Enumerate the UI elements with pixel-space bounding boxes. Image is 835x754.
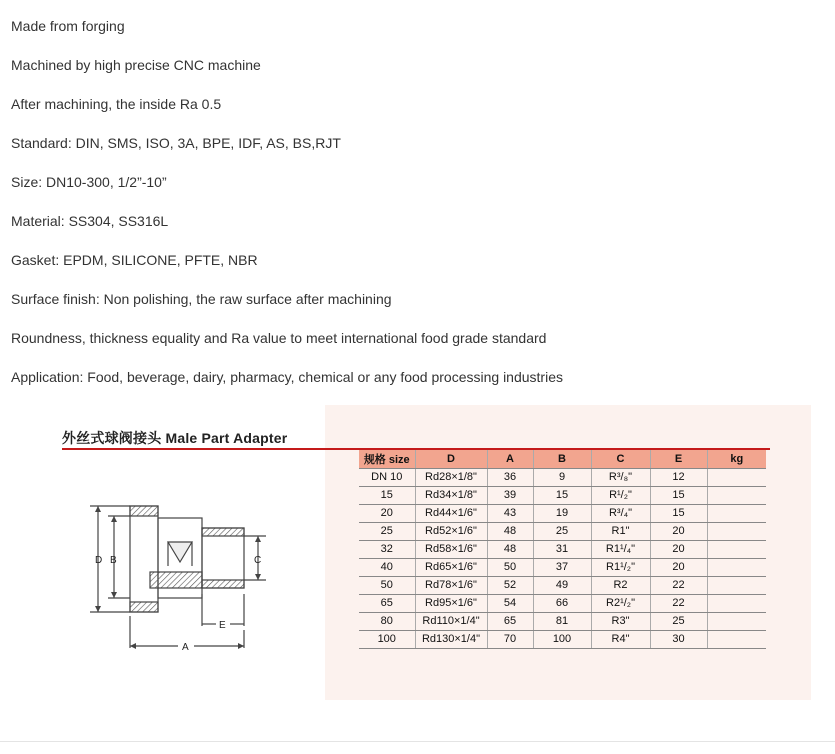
cell-b: 25 <box>533 522 591 540</box>
cell-kg <box>707 522 766 540</box>
cell-kg <box>707 486 766 504</box>
spec-machining: Machined by high precise CNC machine <box>11 57 261 73</box>
cell-b: 81 <box>533 612 591 630</box>
spec-standard: Standard: DIN, SMS, ISO, 3A, BPE, IDF, AS, BS,RJT <box>11 135 341 151</box>
cell-kg <box>707 630 766 648</box>
col-header-kg: kg <box>707 450 766 468</box>
table-header-row <box>359 450 766 468</box>
cell-d: Rd78×1/6" <box>415 576 487 594</box>
cell-kg <box>707 558 766 576</box>
cell-size: 65 <box>359 594 415 612</box>
table-row <box>359 576 766 594</box>
cell-b: 66 <box>533 594 591 612</box>
table-row <box>359 486 766 504</box>
col-header-a: A <box>487 450 533 468</box>
cell-a: 50 <box>487 558 533 576</box>
spec-list <box>11 17 811 407</box>
cell-a: 70 <box>487 630 533 648</box>
cell-e: 22 <box>650 594 707 612</box>
cell-b: 15 <box>533 486 591 504</box>
cell-e: 20 <box>650 522 707 540</box>
cell-c: R³/₈" <box>591 468 650 486</box>
cell-size: 40 <box>359 558 415 576</box>
dim-label-b: B <box>110 555 117 566</box>
table-row <box>359 504 766 522</box>
cell-size: 20 <box>359 504 415 522</box>
cell-a: 36 <box>487 468 533 486</box>
col-header-size: 规格 size <box>359 450 415 468</box>
cell-size: 80 <box>359 612 415 630</box>
cell-c: R2¹/₂" <box>591 594 650 612</box>
cell-d: Rd65×1/6" <box>415 558 487 576</box>
cell-kg <box>707 612 766 630</box>
cell-a: 54 <box>487 594 533 612</box>
cell-a: 43 <box>487 504 533 522</box>
cell-kg <box>707 468 766 486</box>
footer-divider <box>0 741 835 742</box>
cell-e: 20 <box>650 558 707 576</box>
cell-kg <box>707 540 766 558</box>
cell-kg <box>707 504 766 522</box>
cell-a: 52 <box>487 576 533 594</box>
figure-title: 外丝式球阀接头 Male Part Adapter <box>62 430 288 446</box>
cell-size: 100 <box>359 630 415 648</box>
cell-b: 9 <box>533 468 591 486</box>
cell-c: R4" <box>591 630 650 648</box>
table-row <box>359 468 766 486</box>
spec-size: Size: DN10-300, 1/2”-10” <box>11 174 167 190</box>
table-row <box>359 612 766 630</box>
cell-d: Rd28×1/8" <box>415 468 487 486</box>
dim-label-e: E <box>219 620 226 631</box>
cell-size: 50 <box>359 576 415 594</box>
cell-kg <box>707 576 766 594</box>
cell-a: 48 <box>487 540 533 558</box>
product-figure <box>0 404 835 704</box>
cell-c: R¹/₂" <box>591 486 650 504</box>
table-row <box>359 594 766 612</box>
table-row <box>359 630 766 648</box>
dim-label-d: D <box>95 555 103 566</box>
cell-b: 49 <box>533 576 591 594</box>
spec-forging: Made from forging <box>11 18 125 34</box>
col-header-b: B <box>533 450 591 468</box>
cell-b: 19 <box>533 504 591 522</box>
col-header-d: D <box>415 450 487 468</box>
cell-e: 22 <box>650 576 707 594</box>
cell-c: R1¹/₂" <box>591 558 650 576</box>
spec-surface-finish: Surface finish: Non polishing, the raw surface after machining <box>11 291 392 307</box>
cell-c: R1" <box>591 522 650 540</box>
cell-d: Rd52×1/6" <box>415 522 487 540</box>
col-header-e: E <box>650 450 707 468</box>
spec-material: Material: SS304, SS316L <box>11 213 169 229</box>
cell-d: Rd110×1/4" <box>415 612 487 630</box>
spec-roundness: Roundness, thickness equality and Ra value to meet international food grade standard <box>11 330 547 346</box>
cell-a: 39 <box>487 486 533 504</box>
cell-a: 65 <box>487 612 533 630</box>
cell-d: Rd44×1/6" <box>415 504 487 522</box>
cell-size: 25 <box>359 522 415 540</box>
cell-b: 100 <box>533 630 591 648</box>
spec-gasket: Gasket: EPDM, SILICONE, PFTE, NBR <box>11 252 258 268</box>
cell-e: 25 <box>650 612 707 630</box>
cell-c: R2 <box>591 576 650 594</box>
cell-d: Rd95×1/6" <box>415 594 487 612</box>
cell-a: 48 <box>487 522 533 540</box>
cell-c: R³/₄" <box>591 504 650 522</box>
cell-b: 31 <box>533 540 591 558</box>
table-row <box>359 540 766 558</box>
adapter-drawing <box>90 500 280 660</box>
dim-label-a: A <box>182 642 189 653</box>
dim-label-c: C <box>254 555 262 566</box>
cell-c: R1¹/₄" <box>591 540 650 558</box>
cell-kg <box>707 594 766 612</box>
cell-e: 12 <box>650 468 707 486</box>
col-header-c: C <box>591 450 650 468</box>
cell-e: 30 <box>650 630 707 648</box>
table-row <box>359 522 766 540</box>
cell-size: DN 10 <box>359 468 415 486</box>
cell-c: R3" <box>591 612 650 630</box>
cell-e: 20 <box>650 540 707 558</box>
dimension-table <box>359 450 766 649</box>
cell-e: 15 <box>650 486 707 504</box>
table-body <box>359 468 766 648</box>
cell-e: 15 <box>650 504 707 522</box>
cell-size: 15 <box>359 486 415 504</box>
table-row <box>359 558 766 576</box>
cell-d: Rd58×1/6" <box>415 540 487 558</box>
spec-application: Application: Food, beverage, dairy, pharmacy, chemical or any food processing industries <box>11 369 563 385</box>
cell-d: Rd130×1/4" <box>415 630 487 648</box>
cell-b: 37 <box>533 558 591 576</box>
cell-size: 32 <box>359 540 415 558</box>
spec-inside-ra: After machining, the inside Ra 0.5 <box>11 96 222 112</box>
cell-d: Rd34×1/8" <box>415 486 487 504</box>
